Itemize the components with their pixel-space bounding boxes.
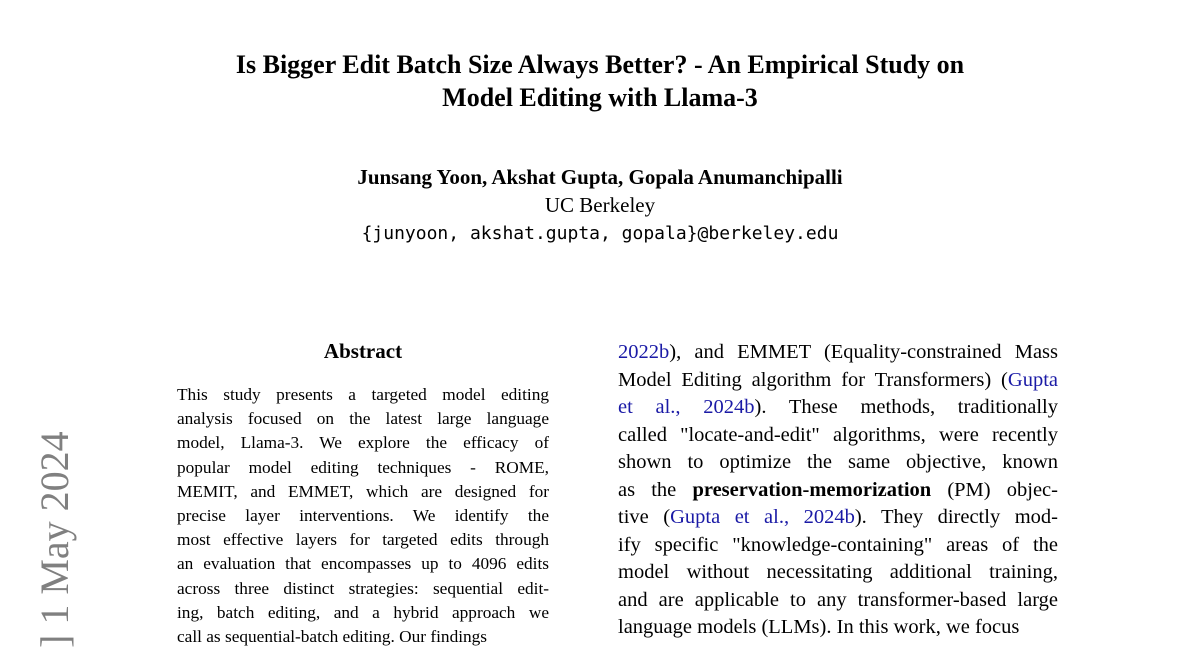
body-text: ). These methods, traditionally: [754, 396, 1058, 418]
arxiv-date-stamp: [30, 410, 80, 648]
citation-link[interactable]: Gupta et al., 2024b: [670, 506, 855, 528]
abstract-line: ing, batch editing, and a hybrid approach we: [177, 602, 549, 622]
body-text-column: [618, 339, 1058, 642]
body-text: Model Editing algorithm for Transformers) (: [618, 368, 1008, 391]
bold-term: preservation-memorization: [692, 478, 932, 501]
abstract-line: MEMIT, and EMMET, which are designed for: [177, 481, 549, 501]
author-list: Junsang Yoon, Akshat Gupta, Gopala Anumanchipalli: [357, 165, 843, 189]
body-line: [618, 504, 1058, 532]
body-line: [618, 339, 1058, 367]
abstract-heading: Abstract: [323, 339, 403, 363]
abstract-line: most effective layers for targeted edits through: [177, 530, 549, 550]
body-line: shown to optimize the same objective, known: [618, 451, 1058, 473]
paper-title: [150, 48, 1050, 114]
abstract-line: an evaluation that encompasses up to 4096 edits: [177, 554, 549, 574]
arxiv-stamp-text: ] 1 May 2024: [32, 431, 77, 648]
body-text: tive (: [618, 506, 671, 528]
body-line: [618, 394, 1058, 422]
abstract-line: This study presents a targeted model editing: [177, 385, 549, 404]
abstract-line: across three distinct strategies: sequential edit-: [177, 578, 549, 598]
body-line: and are applicable to any transformer-based large: [618, 588, 1058, 611]
body-text: ). They directly mod-: [854, 506, 1058, 528]
abstract-line: analysis focused on the latest large language: [177, 409, 549, 429]
body-text: ), and EMMET (Equality-constrained Mass: [669, 341, 1058, 363]
abstract-text: [177, 383, 549, 649]
abstract-line: precise layer interventions. We identify the: [177, 506, 549, 526]
abstract-line: popular model editing techniques - ROME,: [177, 457, 549, 477]
body-line: [618, 367, 1058, 395]
body-line: ify specific "knowledge-containing" areas of the: [618, 533, 1058, 556]
title-line-2: Model Editing with Llama-3: [442, 83, 758, 112]
citation-link[interactable]: et al., 2024b: [618, 396, 755, 418]
body-text: (PM) objec-: [931, 478, 1058, 501]
body-text: as the: [618, 478, 693, 501]
abstract-line: model, Llama-3. We explore the efficacy of: [177, 433, 549, 453]
author-emails: {junyoon, akshat.gupta, gopala}@berkeley.edu: [361, 223, 839, 244]
body-line: [618, 477, 1058, 505]
body-line: language models (LLMs). In this work, we focus: [618, 616, 1020, 638]
title-line-1: Is Bigger Edit Batch Size Always Better? - An Empirical Study on: [235, 50, 965, 79]
body-line: called "locate-and-edit" algorithms, were recently: [618, 423, 1058, 446]
affiliation: UC Berkeley: [544, 193, 656, 217]
citation-link[interactable]: Gupta: [1007, 368, 1058, 391]
citation-link[interactable]: 2022b: [618, 341, 670, 363]
body-line: model without necessitating additional training,: [618, 561, 1058, 583]
abstract-line: call as sequential-batch editing. Our findings: [177, 627, 488, 647]
